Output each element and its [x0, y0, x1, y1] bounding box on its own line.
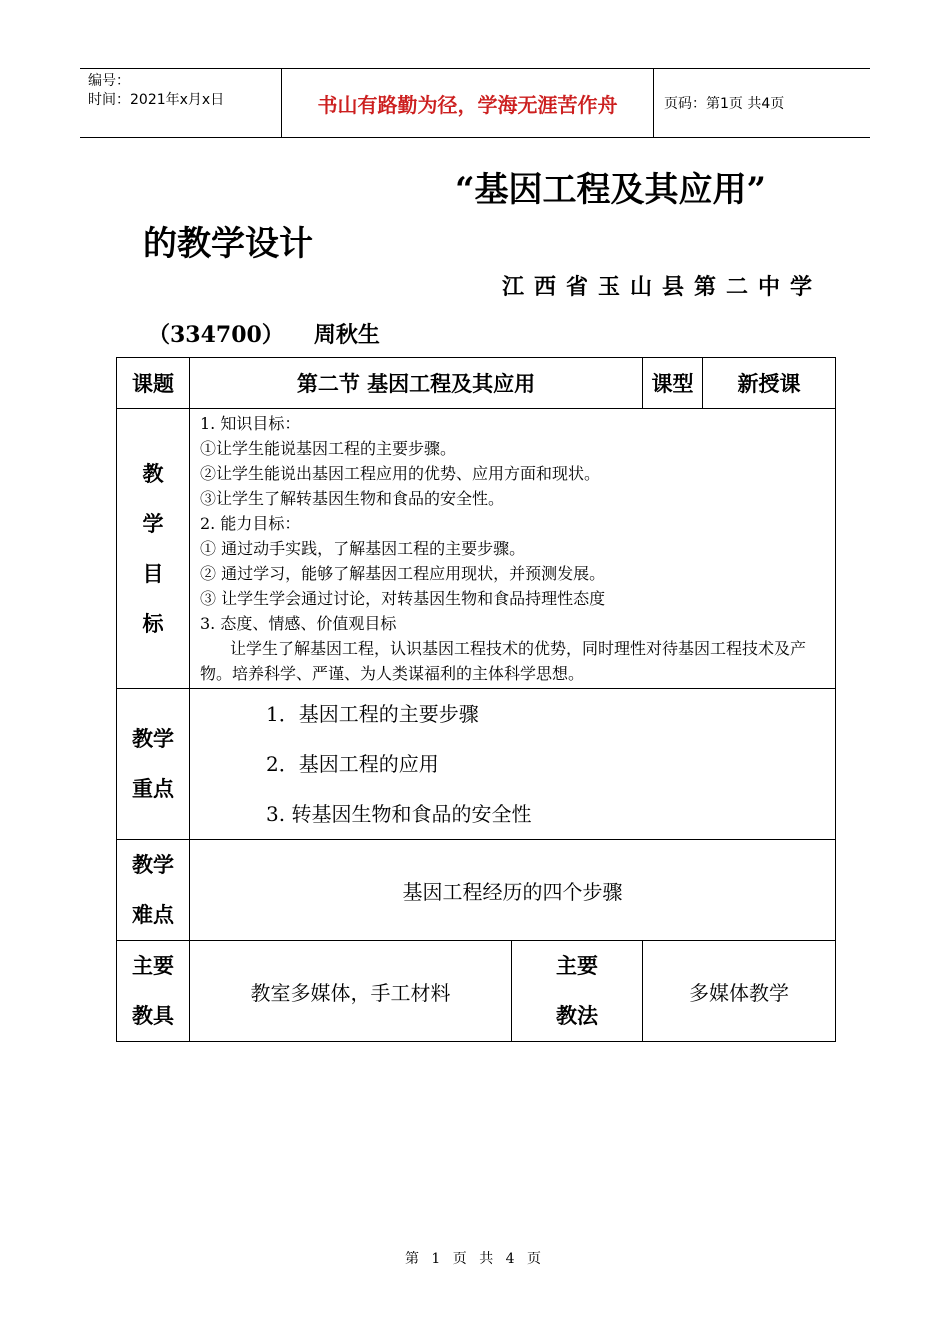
author-line [148, 318, 380, 349]
title-line-1: “基因工程及其应用” [455, 170, 767, 210]
header-page-info: 页码：第1页 共4页 [664, 96, 785, 112]
objective-line: 2. 能力目标： [200, 514, 301, 533]
title-line-2: 的教学设计 [143, 224, 313, 264]
difficulty-content: 基因工程经历的四个步骤 [190, 840, 836, 941]
tools-label: 主要 教具 [117, 941, 190, 1042]
topic-label: 课题 [117, 358, 190, 409]
date-label: 时间：2021年x月x日 [88, 92, 225, 108]
objective-paragraph: 让学生了解基因工程，认识基因工程技术的优势，同时理性对待基因工程技术及产物。培养科学、严谨、为人类谋福利的主体科学思想。 [200, 639, 807, 683]
method-label: 主要 教法 [512, 941, 643, 1042]
objectives-label: 教 学 目 标 [117, 409, 190, 689]
focus-row [117, 689, 836, 840]
page-header [80, 68, 870, 138]
difficulty-row [117, 840, 836, 941]
method-content: 多媒体教学 [643, 941, 836, 1042]
type-label: 课型 [643, 358, 703, 409]
header-motto: 书山有路勤为径，学海无涯苦作舟 [282, 69, 654, 137]
header-meta [80, 69, 282, 137]
focus-content [190, 689, 836, 840]
objective-line: ① 通过动手实践，了解基因工程的主要步骤。 [200, 539, 526, 558]
objective-line: ③让学生了解转基因生物和食品的安全性。 [200, 489, 505, 508]
postcode: （334700） [148, 322, 284, 348]
objective-line: ②让学生能说出基因工程应用的优势、应用方面和现状。 [200, 464, 601, 483]
objective-line: ③ 让学生学会通过讨论，对转基因生物和食品持理性态度 [200, 589, 606, 608]
page-footer: 第 1 页 共 4 页 [404, 1251, 546, 1267]
objective-line: 3. 态度、情感、价值观目标 [200, 614, 397, 633]
number-label: 编号： [88, 73, 130, 89]
focus-item: 3. 转基因生物和食品的安全性 [266, 802, 532, 826]
objectives-content [190, 409, 836, 689]
school-name: 江西省玉山县第二中学 [502, 274, 823, 300]
tools-row [117, 941, 836, 1042]
focus-item: 2．基因工程的应用 [266, 752, 439, 776]
objectives-row [117, 409, 836, 689]
focus-label: 教学 重点 [117, 689, 190, 840]
difficulty-label: 教学 难点 [117, 840, 190, 941]
author-name: 周秋生 [313, 322, 380, 348]
lesson-plan-table [116, 357, 836, 1042]
type-value: 新授课 [703, 358, 836, 409]
focus-item: 1．基因工程的主要步骤 [266, 702, 479, 726]
objective-line: ①让学生能说基因工程的主要步骤。 [200, 439, 457, 458]
objective-line: 1. 知识目标： [200, 414, 301, 433]
topic-row [117, 358, 836, 409]
topic-value: 第二节 基因工程及其应用 [190, 358, 643, 409]
objective-line: ② 通过学习，能够了解基因工程应用现状，并预测发展。 [200, 564, 606, 583]
tools-content: 教室多媒体，手工材料 [190, 941, 512, 1042]
